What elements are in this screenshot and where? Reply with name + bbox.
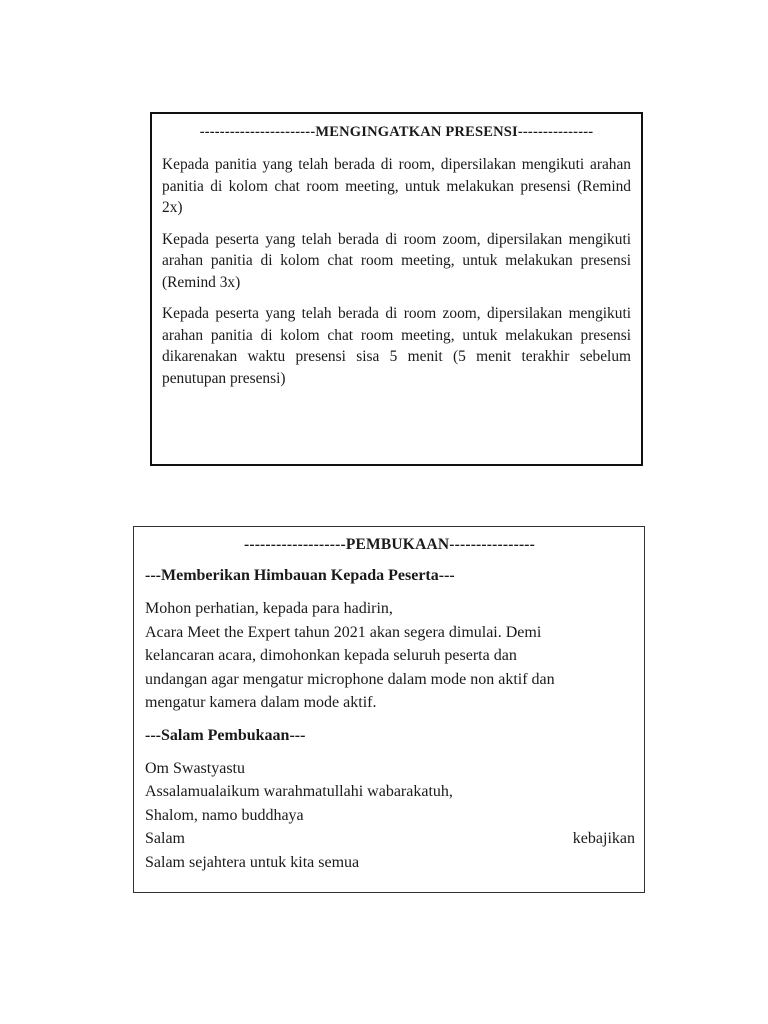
reminder-paragraph-last-call: Kepada peserta yang telah berada di room zoom, dipersilakan mengikuti arahan panitia di kolom chat room meeting, untuk melakukan presensi dikarenakan waktu presensi sisa 5 menit (5 menit terakhir sebelum penutupan presensi) — [162, 305, 631, 387]
opening-box — [133, 526, 645, 893]
greeting-word-left: Salam — [145, 830, 185, 847]
announcement-line: Acara Meet the Expert tahun 2021 akan segera dimulai. Demi — [145, 623, 542, 641]
greeting-subheading: ---Salam Pembukaan--- — [145, 726, 306, 744]
greeting-word-right: kebajikan — [572, 830, 635, 847]
reminder-paragraph-committee: Kepada panitia yang telah berada di room, dipersilakan mengikuti arahan panitia di kolom chat room meeting, untuk melakukan presensi (Remind 2x) — [162, 156, 631, 216]
appeal-subheading: ---Memberikan Himbauan Kepada Peserta--- — [145, 567, 455, 584]
opening-title: -------------------PEMBUKAAN---------------- — [243, 536, 536, 553]
greeting-list — [145, 757, 634, 875]
announcement-line: mengatur kamera dalam mode aktif. — [145, 694, 377, 711]
greeting-line: Assalamualaikum warahmatullahi wabarakatuh, — [145, 783, 453, 800]
greeting-line-justified — [145, 827, 635, 851]
greeting-line: Om Swastyastu — [145, 759, 245, 777]
greeting-line: Shalom, namo buddhaya — [145, 806, 304, 824]
announcement-line: kelancaran acara, dimohonkan kepada seluruh peserta dan — [145, 647, 517, 664]
reminder-paragraph-participants: Kepada peserta yang telah berada di room zoom, dipersilakan mengikuti arahan panitia di kolom chat room meeting, untuk melakukan presensi (Remind 3x) — [162, 230, 631, 291]
announcement-line: undangan agar mengatur microphone dalam mode non aktif dan — [145, 670, 555, 688]
reminder-attendance-box — [150, 112, 643, 466]
announcement-line: Mohon perhatian, kepada para hadirin, — [145, 600, 393, 617]
greeting-line: Salam sejahtera untuk kita semua — [145, 853, 360, 871]
reminder-attendance-title: -----------------------MENGINGATKAN PRESENSI--------------- — [199, 124, 594, 140]
appeal-announcement — [145, 597, 634, 715]
